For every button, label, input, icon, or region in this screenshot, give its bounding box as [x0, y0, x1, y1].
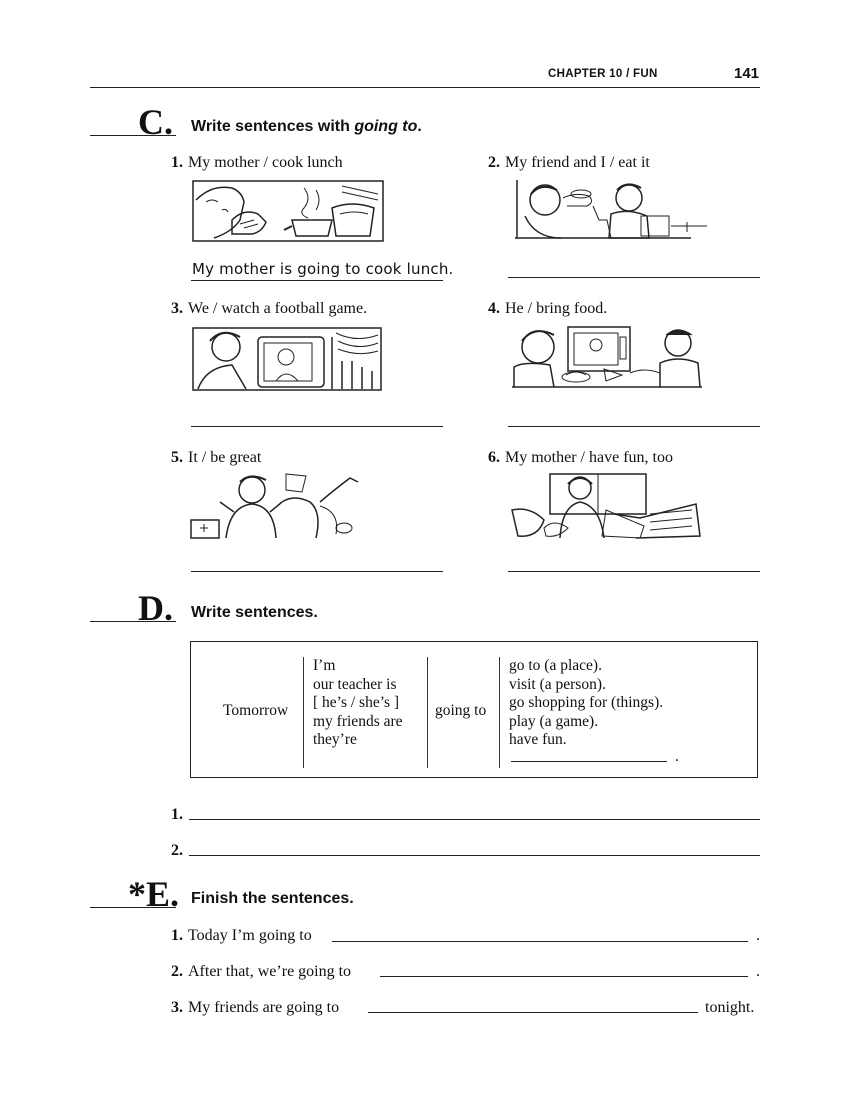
subject-option: I’m: [313, 657, 336, 674]
football-tv-illustration: [192, 327, 382, 391]
activity-blank-period: .: [675, 748, 679, 765]
e-answer-line-3[interactable]: [368, 1012, 698, 1013]
e-answer-line-1[interactable]: [332, 941, 748, 942]
item-prompt: It / be great: [188, 449, 262, 466]
table-col-tomorrow: Tomorrow: [223, 702, 289, 719]
item-prompt: My mother / cook lunch: [188, 154, 343, 171]
activity-option: go shopping for (things).: [509, 694, 664, 711]
activity-blank-line[interactable]: [511, 761, 667, 762]
item-prompt: My friend and I / eat it: [505, 154, 650, 171]
subject-option: my friends are: [313, 712, 403, 730]
item-prompt: Today I’m going to: [188, 927, 312, 944]
cooking-illustration: [192, 180, 384, 242]
activity-option: go to (a place).: [509, 657, 602, 674]
e-item-3: [171, 999, 339, 1017]
item-number: 5.: [171, 449, 183, 466]
d-answer-line-1[interactable]: [189, 819, 760, 820]
handwritten-example-answer: My mother is going to cook lunch.: [192, 260, 454, 278]
item-number: 2.: [488, 154, 500, 171]
header-rule: [90, 87, 760, 88]
table-divider-1: [303, 657, 304, 768]
subject-option: they’re: [313, 731, 357, 748]
section-d-title: Write sentences.: [191, 604, 318, 621]
section-d-letter: D.: [138, 588, 173, 628]
item-prompt: After that, we’re going to: [188, 963, 352, 980]
item-number: 3.: [171, 300, 183, 317]
section-c-title-emphasis: going to: [354, 118, 418, 135]
e-item-1: [171, 927, 312, 945]
item-number: 2.: [171, 963, 183, 980]
item-number: 4.: [488, 300, 500, 317]
item-prompt: He / bring food.: [505, 300, 608, 317]
activity-option: have fun.: [509, 731, 567, 748]
item-number: 1.: [171, 154, 183, 171]
d-answer-line-2[interactable]: [189, 855, 760, 856]
subject-option: our teacher is: [313, 675, 397, 693]
item-number: 6.: [488, 449, 500, 466]
section-c-title: [191, 118, 422, 136]
d-line-number-2: 2.: [171, 842, 183, 859]
e-item-1-end: .: [756, 927, 760, 944]
e-item-3-end: tonight.: [705, 999, 755, 1016]
table-col-going-to: going to: [435, 702, 487, 719]
item-prompt: My friends are going to: [188, 999, 340, 1016]
bringing-food-illustration: [510, 323, 704, 389]
activity-option: play (a game).: [509, 712, 599, 730]
item-prompt: My mother / have fun, too: [505, 449, 673, 466]
chapter-header: CHAPTER 10 / FUN: [548, 68, 658, 80]
e-answer-line-2[interactable]: [380, 976, 748, 977]
c-item-2: [488, 154, 650, 172]
c-item-1: [171, 154, 343, 172]
section-e-letter: *E.: [128, 874, 180, 914]
answer-line-2[interactable]: [508, 277, 760, 278]
c-item-3: [171, 300, 367, 318]
answer-line-6[interactable]: [508, 571, 760, 572]
mother-having-fun-illustration: [510, 470, 706, 540]
eating-illustration: [511, 176, 709, 242]
e-item-2-end: .: [756, 963, 760, 980]
substitution-table: [190, 641, 758, 778]
c-item-5: [171, 449, 261, 467]
item-number: 3.: [171, 999, 183, 1016]
activity-option: visit (a person).: [509, 675, 606, 693]
answer-line-5[interactable]: [191, 571, 443, 572]
answer-line-1[interactable]: [191, 280, 443, 281]
section-c-rule: [90, 135, 176, 136]
table-col-subjects: [313, 657, 403, 750]
section-e-rule: [90, 907, 176, 908]
d-line-number-1: 1.: [171, 806, 183, 823]
answer-line-3[interactable]: [191, 426, 443, 427]
c-item-6: [488, 449, 673, 467]
c-item-4: [488, 300, 607, 318]
page-number: 141: [734, 65, 760, 82]
table-divider-2: [427, 657, 428, 768]
section-e-title: Finish the sentences.: [191, 890, 354, 907]
table-col-activities: [509, 657, 663, 750]
subject-option: [ he’s / she’s ]: [313, 694, 400, 711]
item-number: 1.: [171, 927, 183, 944]
section-c-title-period: .: [417, 118, 422, 135]
item-prompt: We / watch a football game.: [188, 300, 368, 317]
table-divider-3: [499, 657, 500, 768]
celebrating-illustration: [190, 472, 362, 540]
section-d-rule: [90, 621, 176, 622]
section-c-letter: C.: [138, 102, 173, 142]
section-c-title-text: Write sentences with: [191, 118, 355, 135]
answer-line-4[interactable]: [508, 426, 760, 427]
e-item-2: [171, 963, 351, 981]
